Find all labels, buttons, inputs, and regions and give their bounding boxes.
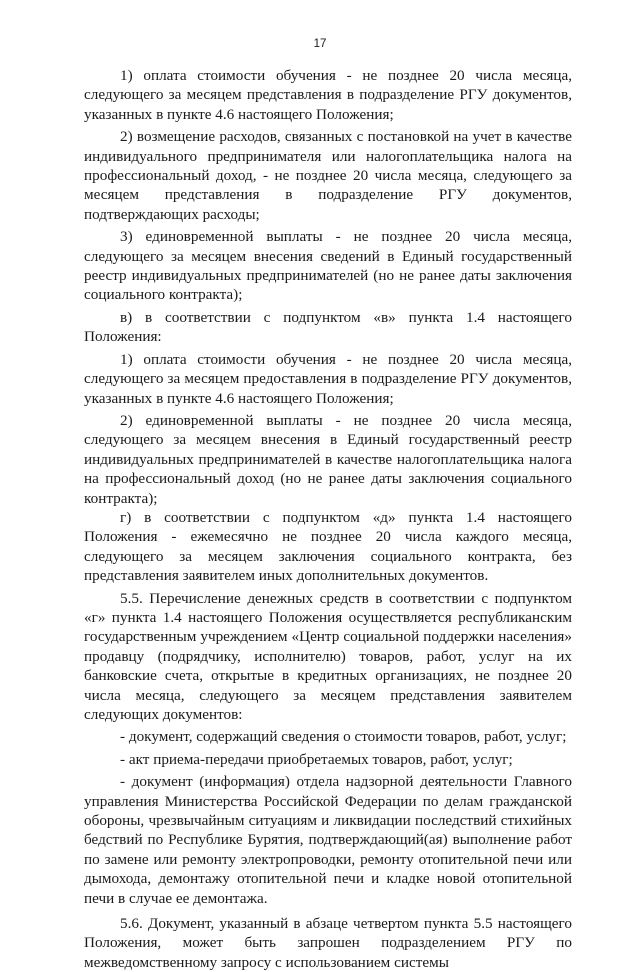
paragraph-2: 2) возмещение расходов, связанных с постановкой на учет в качестве индивидуального предпринимателя или налогоплательщика налога на профессиональный доход, - не позднее 20 числа месяца, следующего за месяцем представления в подразделение РГУ документов, подтверждающих расходы; [84,128,572,223]
paragraph-6: 2) единовременной выплаты - не позднее 20 числа месяца, следующего за месяцем внесения в Единый государственный реестр индивидуальных предпринимателей в качестве налогоплательщика налога на профессиональный доход (но не ранее даты заключения социального контракта); [84,411,572,507]
paragraph-9: - документ, содержащий сведения о стоимости товаров, работ, услуг; [120,728,567,746]
paragraph-4: в) в соответствии с подпунктом «в» пункта 1.4 настоящего Положения: [84,308,572,346]
paragraph-5: 1) оплата стоимости обучения - не позднее 20 числа месяца, следующего за месяцем предоставления в подразделение РГУ документов, указанных в пункте 4.6 настоящего Положения; [84,350,572,407]
page-number: 17 [313,38,327,50]
paragraph-3: 3) единовременной выплаты - не позднее 20 числа месяца, следующего за месяцем внесения сведений в Единый государственный реестр индивидуальных предпринимателей (но не ранее даты заключения социального контракта); [84,228,572,304]
paragraph-1: 1) оплата стоимости обучения - не позднее 20 числа месяца, следующего за месяцем представления в подразделение РГУ документов, указанных в пункте 4.6 настоящего Положения; [84,67,572,123]
paragraph-12: 5.6. Документ, указанный в абзаце четвертом пункта 5.5 настоящего Положения, может быть запрошен подразделением РГУ по межведомственному запросу с использованием системы [84,915,572,971]
paragraph-8: 5.5. Перечисление денежных средств в соответствии с подпунктом «г» пункта 1.4 настоящего Положения осуществляется республиканским государственным учреждением «Центр социальной поддержки населения» продавцу (подрядчику, исполнителю) товаров, работ, услуг на их банковские счета, открытые в кредитных организациях, не позднее 20 числа месяца, следующего за месяцем представления заявителем следующих документов: [84,589,572,723]
paragraph-11: - документ (информация) отдела надзорной деятельности Главного управления Министерства Российской Федерации по делам гражданской обороны, чрезвычайным ситуациям и ликвидации последствий стихийных бедствий по Республике Бурятия, подтверждающий(ая) выполнение работ по замене или ремонту электропроводки, ремонту отопительной печи или дымохода, демонтажу отопительной печи и кладке новой отопительной печи в случае ее демонтажа. [84,773,572,907]
document-body [84,66,572,972]
paragraph-7: г) в соответствии с подпунктом «д» пункта 1.4 настоящего Положения - ежемесячно не позднее 20 числа каждого месяца, следующего за месяцем заключения социального контракта, без представления заявителем иных дополнительных документов. [84,508,572,585]
paragraph-10: - акт приема-передачи приобретаемых товаров, работ, услуг; [120,750,513,768]
